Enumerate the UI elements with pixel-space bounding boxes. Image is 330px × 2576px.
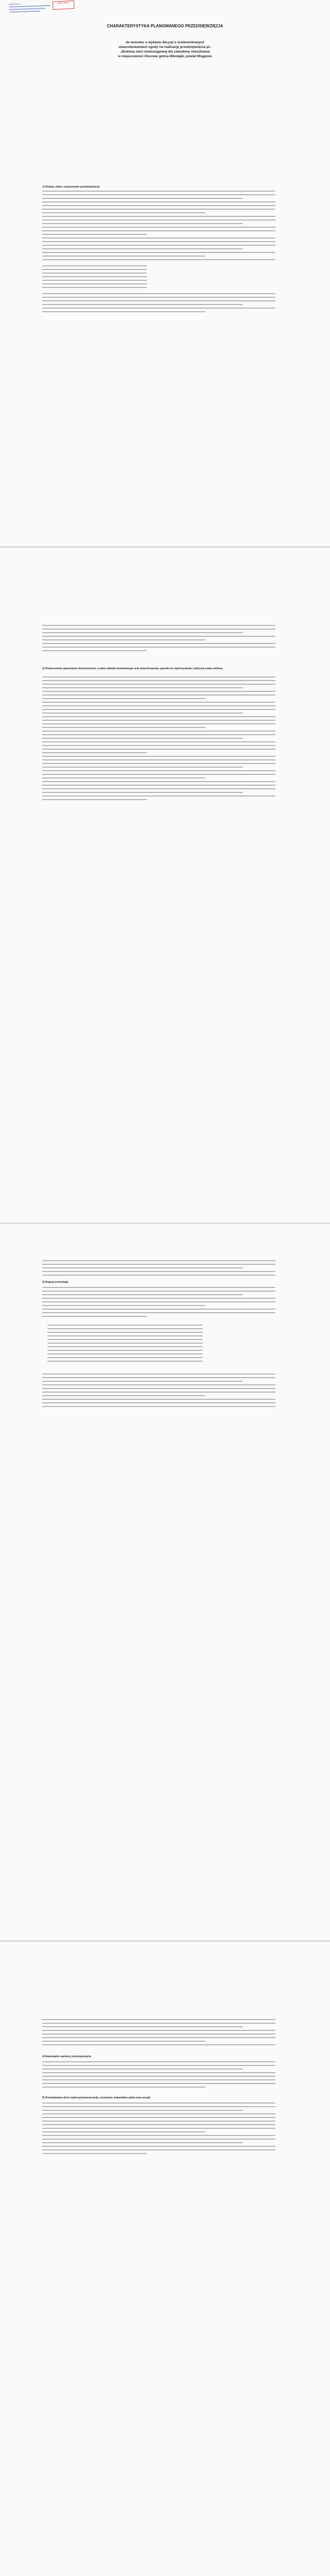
section-body-3 (42, 1287, 275, 1319)
section-body-2-cont (42, 1260, 275, 1278)
bullet-list-1 (47, 1325, 269, 1364)
section-body-2 (42, 676, 275, 803)
office-stamp (9, 1, 55, 14)
section-body-4b (42, 2061, 275, 2090)
stamp-text: Wójt Gminy (9, 2, 20, 6)
subtitle-line-2: uwarunkowaniach zgody na realizację przedsięwzięcia pt.: (118, 45, 212, 49)
section-heading-3: 3) Rodzaj technologii (42, 1281, 69, 1284)
section-heading-4: 4) Ewentualne warianty przedsięwzięcia (42, 2055, 91, 2058)
section-body-5 (42, 2103, 275, 2157)
section-heading-1: 1) Rodzaj, skala i usytuowanie przedsięwzięcia (42, 185, 100, 189)
subtitle-line-4: w miejscowości Olszowe gmina Mikołajki, powiat Mrągowo (118, 55, 212, 58)
received-stamp: WPŁYNĘŁO (53, 1, 75, 10)
section-body-3-cont (42, 1374, 275, 1410)
subtitle-line-1: do wniosku o wydanie decyzji o środowiskowych (125, 41, 205, 44)
section-heading-2: 2) Powierzchnia zajmowanej nieruchomości, a także obiektu budowlanego oraz dotychczasowy sposób ich wykorzystania i pokrycia szatą roślinną (42, 667, 223, 670)
section-body-4 (42, 2019, 275, 2048)
section-body-1-cont (42, 625, 275, 654)
document-page-1 (0, 0, 330, 546)
document-page-3 (0, 1224, 330, 1940)
document-page-2 (0, 548, 330, 1223)
page-title: CHARAKTERYSTYKA PLANOWANEGO PRZEDSIĘWZIĘCIA (107, 24, 223, 28)
subtitle-line-3: „Budowa sieci wodociągowej dla zabudowy mieszkalnej (120, 50, 210, 54)
section-body-1 (42, 191, 275, 315)
section-heading-5: 5) Przewidywana ilość wykorzystywanej wody, surowców, materiałów, paliw oraz energii (42, 2096, 151, 2099)
document-page-4 (0, 1942, 330, 2576)
